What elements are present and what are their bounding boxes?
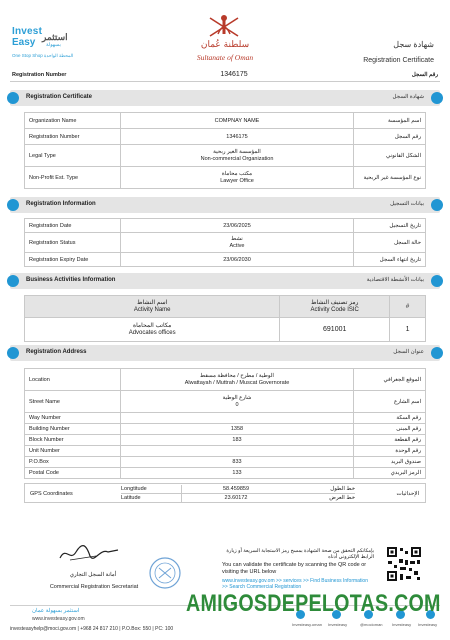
- row-label: Building Number: [25, 424, 121, 435]
- row-value: 1358: [121, 424, 354, 435]
- activity-name-en: Advocates offices: [128, 329, 176, 336]
- row-value: 23/06/2025: [121, 219, 354, 233]
- activity-code-header: [280, 296, 390, 318]
- logo-word-ar2: بسهولة: [46, 42, 61, 48]
- row-label: Registration Number: [25, 129, 121, 145]
- table-row: [25, 233, 426, 253]
- row-label-ar: تاريخ انتهاء السجل: [354, 253, 426, 267]
- sultanate-arabic: سلطنة عُمان: [200, 40, 250, 50]
- row-value-ar: الوطية / مطرح / محافظة مسقط: [200, 373, 274, 379]
- certificate-table: [24, 112, 426, 189]
- validate-text-en: You can validate the certificate by scanning the QR code or visiting the URL below: [222, 562, 367, 575]
- section-business-activities: [10, 273, 440, 289]
- row-value-en: Active: [229, 242, 245, 249]
- row-label: Registration Expiry Date: [25, 253, 121, 267]
- section-marker-icon: [7, 275, 19, 287]
- social-label: @mocioman: [360, 622, 383, 627]
- row-label: Registration Status: [25, 233, 121, 253]
- table-row: [25, 424, 426, 435]
- section-title-ar: عنوان السجل: [393, 349, 424, 355]
- longitude-value: 58.459859: [223, 486, 249, 492]
- row-label-ar: تاريخ التسجيل: [354, 219, 426, 233]
- table-row: [25, 318, 426, 342]
- row-value: 133: [121, 468, 354, 479]
- qr-code-icon[interactable]: [386, 546, 422, 582]
- row-value: [121, 413, 354, 424]
- latitude-row: [121, 494, 355, 503]
- signature-icon: [56, 542, 122, 564]
- row-label-ar: صندوق البريد: [354, 457, 426, 468]
- row-label-ar: الشكل القانوني: [354, 145, 426, 167]
- section-marker-icon: [431, 275, 443, 287]
- row-label-ar: الموقع الجغرافي: [354, 369, 426, 391]
- footer-website-link[interactable]: www.investeasy.gov.om: [32, 616, 85, 622]
- table-row: [25, 435, 426, 446]
- row-label-ar: رقم الوحدة: [354, 446, 426, 457]
- social-label: Investeasy.oman: [292, 622, 322, 627]
- section-title: Registration Address: [26, 349, 87, 355]
- row-label: Organization Name: [25, 113, 121, 129]
- logo-word-invest: Invest: [12, 26, 43, 37]
- section-registration-certificate: [10, 90, 440, 106]
- social-label: Investeasy: [392, 622, 412, 627]
- activity-code-header-ar: رمز تصنيف النشاط: [310, 300, 359, 306]
- latitude-label: Latitude: [121, 495, 141, 501]
- section-registration-information: [10, 197, 440, 213]
- row-value: [121, 446, 354, 457]
- row-value-ar: نشط: [231, 236, 243, 242]
- reg-number-label: Registration Number: [12, 72, 67, 78]
- row-label: Block Number: [25, 435, 121, 446]
- watermark: AMIGOSDEPELOTAS.COM: [186, 590, 441, 617]
- validate-text-ar: بإمكانكم التحقق من صحة الشهادة بمسح رمز الاستجابة السريعة أو زيارة الرابط الإلكتروني أدناه: [226, 548, 374, 560]
- activities-table: [24, 295, 426, 342]
- section-registration-address: [10, 345, 440, 361]
- longitude-row: [121, 485, 355, 494]
- section-title-ar: بيانات التسجيل: [390, 201, 424, 207]
- row-label-ar: رقم القطعة: [354, 435, 426, 446]
- reg-number-value: 1346175: [220, 71, 248, 78]
- row-label: Location: [25, 369, 121, 391]
- latitude-label-ar: خط العرض: [329, 495, 355, 501]
- invest-easy-logo: [10, 26, 84, 66]
- logo-subtitle: One Stop Shop المحطة الواحدة: [12, 53, 74, 58]
- footer-contact: investeasyhelp@moci.gov.om | +968 24 817 210 | P.O.Box: 550 | PC: 100: [10, 626, 174, 632]
- divider: [181, 485, 182, 502]
- row-label: P.O.Box: [25, 457, 121, 468]
- section-title: Business Activities Information: [26, 277, 116, 283]
- longitude-label: Longtitude: [121, 486, 147, 492]
- row-value: [121, 369, 354, 391]
- activities-header-row: [25, 296, 426, 318]
- row-value-ar: مكتب محاماة: [221, 171, 253, 177]
- row-label-ar: حالة السجل: [354, 233, 426, 253]
- activity-name-header: [25, 296, 280, 318]
- table-row: [25, 219, 426, 233]
- section-marker-icon: [431, 199, 443, 211]
- row-value: [121, 233, 354, 253]
- row-label-ar: اسم المؤسسة: [354, 113, 426, 129]
- row-value-ar: المؤسسة الغير ربحية: [213, 149, 261, 155]
- section-marker-icon: [7, 92, 19, 104]
- table-row: [25, 145, 426, 167]
- section-marker-icon: [7, 199, 19, 211]
- row-value: [121, 167, 354, 189]
- row-value: 23/06/2030: [121, 253, 354, 267]
- row-label: Registration Date: [25, 219, 121, 233]
- row-label-ar: الرمز البريدي: [354, 468, 426, 479]
- table-row: [25, 391, 426, 413]
- row-value-en: Alwattayah / Muttrah / Muscat Governorate: [184, 379, 290, 386]
- header: [0, 0, 450, 72]
- validate-url[interactable]: www.investeasy.gov.om >> services >> Find Business Information >> Search Commercial Registration: [222, 578, 368, 590]
- row-value-en: 0: [235, 401, 239, 408]
- longitude-label-ar: خط الطول: [330, 486, 355, 492]
- activity-code: 691001: [280, 318, 390, 342]
- row-value-en: Non-commercial Organization: [200, 155, 274, 162]
- row-label-ar: اسم الشارع: [354, 391, 426, 413]
- table-row: [25, 253, 426, 267]
- table-row: [25, 446, 426, 457]
- row-label-ar: رقم المبنى: [354, 424, 426, 435]
- information-table: [24, 218, 426, 267]
- activity-name: [25, 318, 280, 342]
- row-label: Non-Profit Est. Type: [25, 167, 121, 189]
- section-marker-icon: [431, 92, 443, 104]
- gps-label: GPS Coordinates: [30, 491, 73, 497]
- table-row: [25, 413, 426, 424]
- section-title-ar: بيانات الأنشطة الاقتصادية: [366, 277, 424, 283]
- row-label: Legal Type: [25, 145, 121, 167]
- table-row: [25, 457, 426, 468]
- reg-number-label-ar: رقم السجل: [411, 72, 438, 78]
- row-label-ar: رقم السكة: [354, 413, 426, 424]
- activity-code-header-en: Activity Code ISIC: [310, 306, 359, 313]
- row-value-ar: شارع الوطية: [222, 395, 252, 401]
- social-label: Investeasy: [418, 622, 438, 627]
- row-value: [121, 145, 354, 167]
- registration-number-line: [10, 70, 440, 82]
- latitude-value: 23.60172: [224, 495, 248, 501]
- official-seal-icon: [148, 556, 182, 590]
- secretariat-ar: أمانة السجل التجاري: [69, 572, 117, 578]
- section-title-ar: شهادة السجل: [392, 94, 424, 100]
- social-label: Investeasy: [328, 622, 348, 627]
- oman-emblem-icon: [206, 12, 242, 40]
- table-row: [25, 468, 426, 479]
- row-label: Postal Code: [25, 468, 121, 479]
- section-title: Registration Information: [26, 201, 96, 207]
- row-label-ar: رقم السجل: [354, 129, 426, 145]
- table-row: [25, 369, 426, 391]
- row-value-en: Lawyer Office: [220, 177, 254, 184]
- row-value: [121, 391, 354, 413]
- activity-name-header-en: Activity Name: [133, 306, 171, 313]
- certificate-title-ar: شهادة سجل: [393, 40, 434, 49]
- row-value: 183: [121, 435, 354, 446]
- section-marker-icon: [431, 347, 443, 359]
- row-value: COMPNAY NAME: [121, 113, 354, 129]
- activity-name-header-ar: اسم النشاط: [136, 300, 168, 306]
- section-marker-icon: [7, 347, 19, 359]
- activity-name-ar: مكاتب المحاماة: [132, 323, 172, 329]
- activity-num-header: #: [390, 296, 426, 318]
- gps-label-ar: الإحداثيات: [396, 491, 419, 497]
- row-label: Street Name: [25, 391, 121, 413]
- sultanate-english: Sultanate of Oman: [196, 53, 254, 62]
- logo-word-ar: استثمر: [42, 32, 68, 42]
- secretariat-en: Commercial Registration Secretariat: [49, 584, 139, 590]
- section-title: Registration Certificate: [26, 94, 93, 100]
- row-value: 1346175: [121, 129, 354, 145]
- row-value: 833: [121, 457, 354, 468]
- logo-word-easy: Easy: [12, 37, 36, 48]
- footer-brand-ar: استثمر بسهولة عمان: [32, 608, 80, 614]
- row-label: Unit Number: [25, 446, 121, 457]
- gps-coordinates: [24, 483, 426, 503]
- table-row: [25, 129, 426, 145]
- certificate-title-en: Registration Certificate: [363, 57, 434, 64]
- address-table: [24, 368, 426, 479]
- row-label-ar: نوع المؤسسة غير الربحية: [354, 167, 426, 189]
- table-row: [25, 113, 426, 129]
- table-row: [25, 167, 426, 189]
- activity-num: 1: [390, 318, 426, 342]
- row-label: Way Number: [25, 413, 121, 424]
